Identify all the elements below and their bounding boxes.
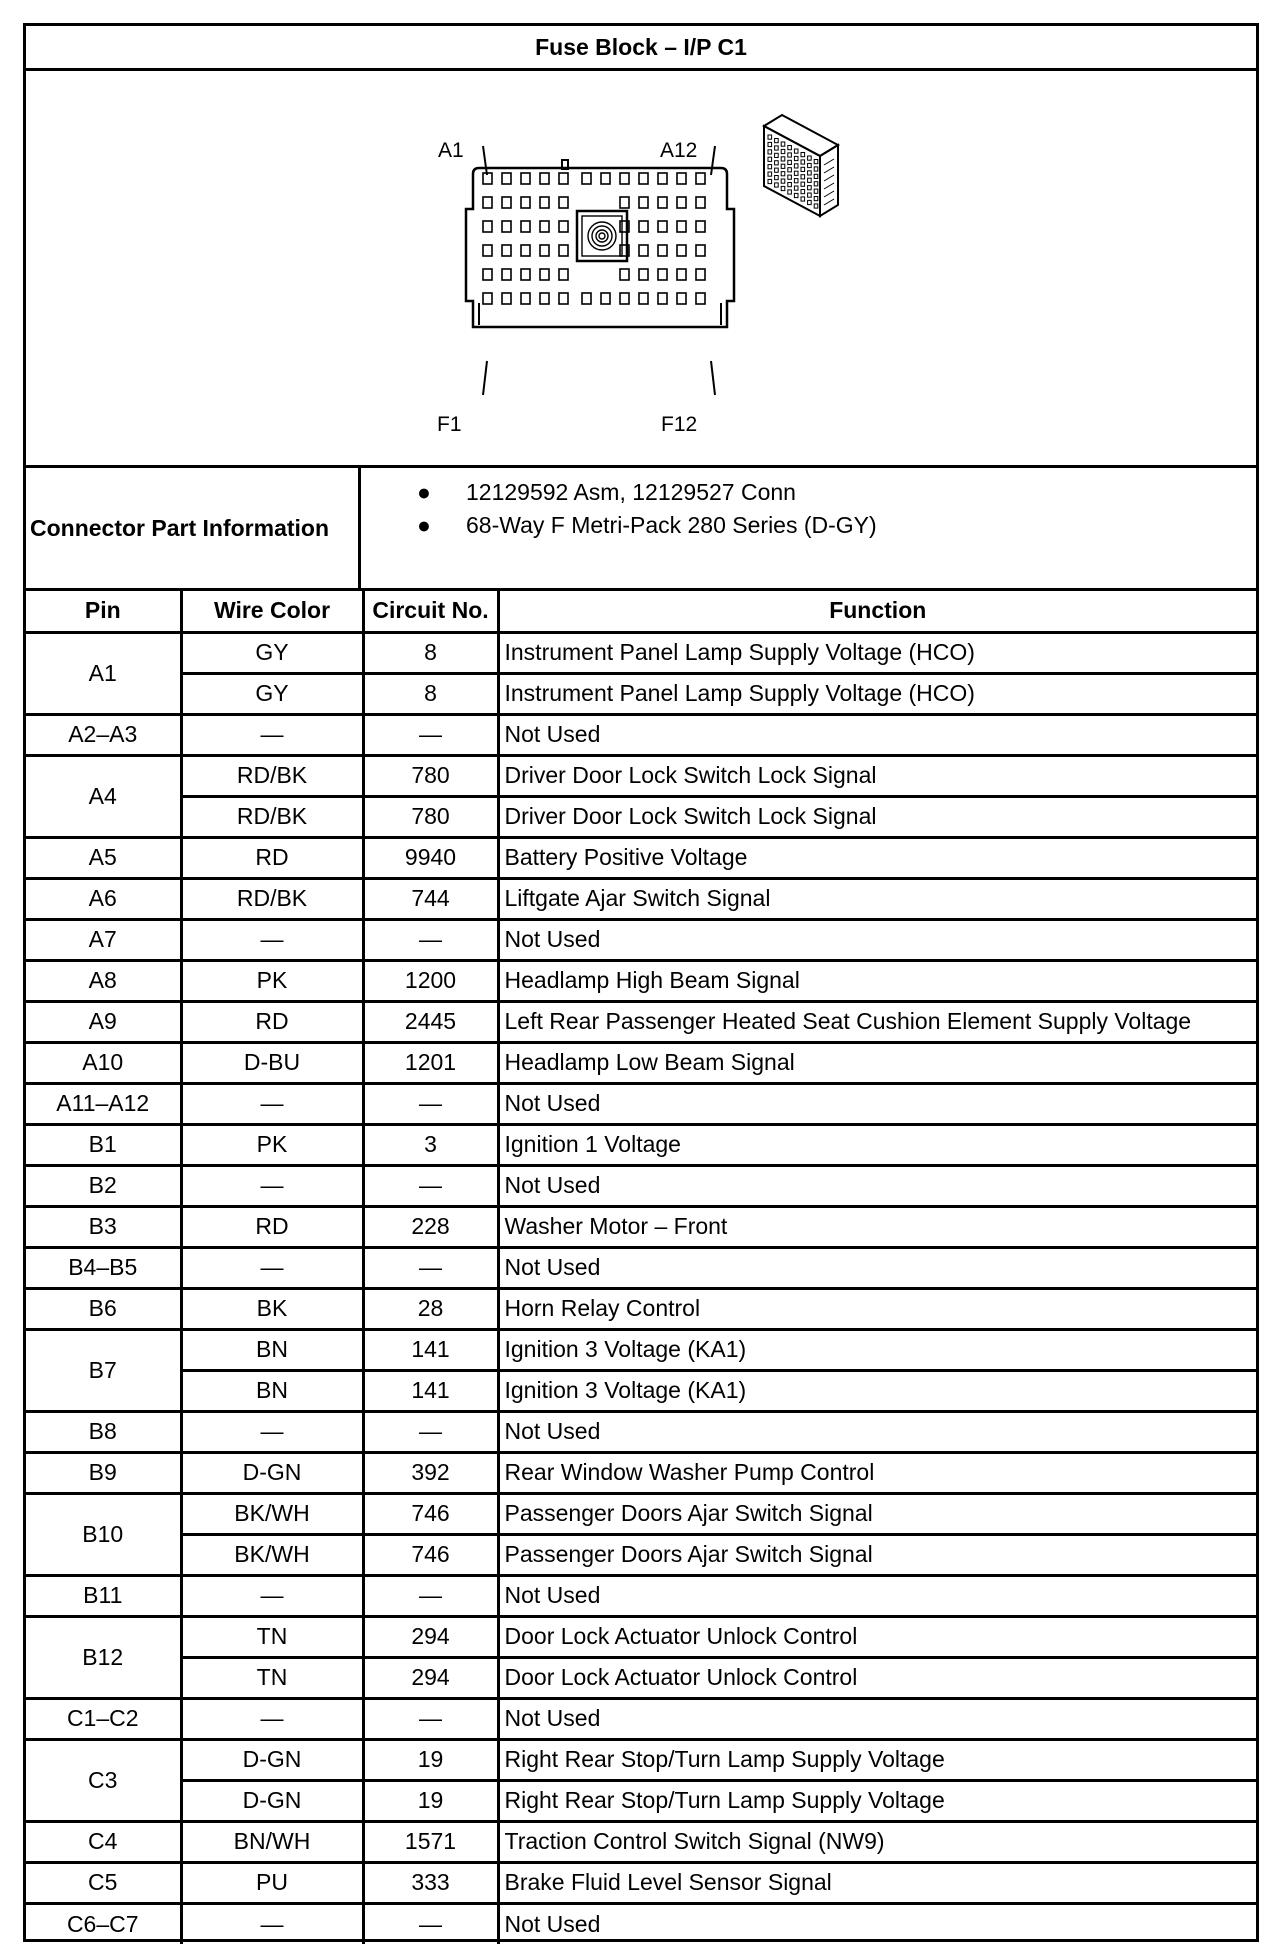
wire-color-cell: — (181, 1083, 363, 1124)
table-row (26, 1780, 1256, 1821)
table-row (26, 919, 1256, 960)
circuit-cell: 28 (363, 1288, 498, 1329)
table-row (26, 1575, 1256, 1616)
function-cell: Passenger Doors Ajar Switch Signal (498, 1534, 1256, 1575)
circuit-cell: 392 (363, 1452, 498, 1493)
wire-color-cell: GY (181, 673, 363, 714)
wire-color-cell: D-GN (181, 1780, 363, 1821)
function-cell: Not Used (498, 1698, 1256, 1739)
pin-cell: C3 (26, 1739, 181, 1821)
connector-sheet (23, 23, 1259, 1942)
wire-color-cell: PU (181, 1862, 363, 1903)
circuit-cell: — (363, 1247, 498, 1288)
table-row (26, 878, 1256, 919)
table-row (26, 1862, 1256, 1903)
pin-cell: A6 (26, 878, 181, 919)
function-cell: Door Lock Actuator Unlock Control (498, 1616, 1256, 1657)
wire-color-cell: RD (181, 1206, 363, 1247)
pin-cell: C4 (26, 1821, 181, 1862)
circuit-cell: 294 (363, 1657, 498, 1698)
table-row (26, 1042, 1256, 1083)
table-row (26, 1124, 1256, 1165)
pin-cell: B12 (26, 1616, 181, 1698)
wire-color-cell: BN/WH (181, 1821, 363, 1862)
wire-color-cell: — (181, 1165, 363, 1206)
table-row (26, 1083, 1256, 1124)
header-circuit-no: Circuit No. (363, 591, 498, 632)
table-row (26, 1657, 1256, 1698)
table-row (26, 1616, 1256, 1657)
pin-cell: B8 (26, 1411, 181, 1452)
circuit-cell: 780 (363, 796, 498, 837)
pin-cell: A5 (26, 837, 181, 878)
connector-face-drawing (26, 71, 1256, 465)
wire-color-cell: TN (181, 1657, 363, 1698)
pin-cell: C5 (26, 1862, 181, 1903)
pin-cell: C6–C7 (26, 1903, 181, 1944)
circuit-cell: 1200 (363, 960, 498, 1001)
function-cell: Horn Relay Control (498, 1288, 1256, 1329)
circuit-cell: 744 (363, 878, 498, 919)
table-row (26, 1821, 1256, 1862)
circuit-cell: — (363, 714, 498, 755)
wire-color-cell: D-GN (181, 1452, 363, 1493)
wire-color-cell: BK (181, 1288, 363, 1329)
wire-color-cell: RD/BK (181, 878, 363, 919)
pinout-table (26, 591, 1256, 1944)
function-cell: Liftgate Ajar Switch Signal (498, 878, 1256, 919)
circuit-cell: 1201 (363, 1042, 498, 1083)
function-cell: Door Lock Actuator Unlock Control (498, 1657, 1256, 1698)
info-item (361, 509, 1256, 542)
table-row (26, 1247, 1256, 1288)
wire-color-cell: RD/BK (181, 796, 363, 837)
function-cell: Ignition 1 Voltage (498, 1124, 1256, 1165)
pin-cell: B4–B5 (26, 1247, 181, 1288)
table-row (26, 1001, 1256, 1042)
function-cell: Not Used (498, 919, 1256, 960)
function-cell: Ignition 3 Voltage (KA1) (498, 1329, 1256, 1370)
bullet-icon: ● (417, 512, 431, 538)
pin-cell: A1 (26, 632, 181, 714)
circuit-cell: 3 (363, 1124, 498, 1165)
connector-info-label: Connector Part Information (26, 468, 361, 588)
circuit-cell: 8 (363, 673, 498, 714)
circuit-cell: 8 (363, 632, 498, 673)
function-cell: Not Used (498, 1411, 1256, 1452)
function-cell: Not Used (498, 1165, 1256, 1206)
function-cell: Ignition 3 Voltage (KA1) (498, 1370, 1256, 1411)
wire-color-cell: — (181, 1903, 363, 1944)
wire-color-cell: — (181, 1247, 363, 1288)
circuit-cell: — (363, 1698, 498, 1739)
wire-color-cell: — (181, 919, 363, 960)
function-cell: Right Rear Stop/Turn Lamp Supply Voltage (498, 1780, 1256, 1821)
wire-color-cell: — (181, 1698, 363, 1739)
pin-cell: B3 (26, 1206, 181, 1247)
function-cell: Traction Control Switch Signal (NW9) (498, 1821, 1256, 1862)
circuit-cell: 228 (363, 1206, 498, 1247)
connector-part-info (26, 468, 1256, 591)
pin-cell: A11–A12 (26, 1083, 181, 1124)
function-cell: Instrument Panel Lamp Supply Voltage (HCO) (498, 632, 1256, 673)
function-cell: Not Used (498, 1083, 1256, 1124)
circuit-cell: 780 (363, 755, 498, 796)
function-cell: Instrument Panel Lamp Supply Voltage (HCO) (498, 673, 1256, 714)
circuit-cell: — (363, 1575, 498, 1616)
header-wire-color: Wire Color (181, 591, 363, 632)
bullet-icon: ● (417, 479, 431, 505)
wire-color-cell: — (181, 714, 363, 755)
wire-color-cell: D-BU (181, 1042, 363, 1083)
function-cell: Battery Positive Voltage (498, 837, 1256, 878)
wire-color-cell: BN (181, 1329, 363, 1370)
function-cell: Not Used (498, 1247, 1256, 1288)
label-f1: F1 (437, 413, 462, 436)
wire-color-cell: RD (181, 1001, 363, 1042)
circuit-cell: 141 (363, 1329, 498, 1370)
pin-cell: A9 (26, 1001, 181, 1042)
table-row (26, 1206, 1256, 1247)
circuit-cell: 19 (363, 1780, 498, 1821)
circuit-cell: 19 (363, 1739, 498, 1780)
table-row (26, 755, 1256, 796)
function-cell: Headlamp Low Beam Signal (498, 1042, 1256, 1083)
label-f12: F12 (661, 413, 698, 436)
pin-cell: A2–A3 (26, 714, 181, 755)
circuit-cell: — (363, 1083, 498, 1124)
table-row (26, 1411, 1256, 1452)
wire-color-cell: GY (181, 632, 363, 673)
function-cell: Not Used (498, 1903, 1256, 1944)
wire-color-cell: BK/WH (181, 1493, 363, 1534)
circuit-cell: 294 (363, 1616, 498, 1657)
table-row (26, 1165, 1256, 1206)
table-row (26, 632, 1256, 673)
function-cell: Headlamp High Beam Signal (498, 960, 1256, 1001)
table-row (26, 714, 1256, 755)
pin-cell: B6 (26, 1288, 181, 1329)
wire-color-cell: — (181, 1575, 363, 1616)
circuit-cell: — (363, 1903, 498, 1944)
table-row (26, 673, 1256, 714)
circuit-cell: 141 (363, 1370, 498, 1411)
circuit-cell: 2445 (363, 1001, 498, 1042)
table-row (26, 1698, 1256, 1739)
circuit-cell: — (363, 1165, 498, 1206)
header-pin: Pin (26, 591, 181, 632)
function-cell: Not Used (498, 1575, 1256, 1616)
pin-cell: A4 (26, 755, 181, 837)
table-row (26, 1534, 1256, 1575)
function-cell: Brake Fluid Level Sensor Signal (498, 1862, 1256, 1903)
wire-color-cell: — (181, 1411, 363, 1452)
circuit-cell: — (363, 919, 498, 960)
label-a12: A12 (660, 139, 698, 162)
connector-iso-icon (764, 115, 838, 216)
wire-color-cell: TN (181, 1616, 363, 1657)
pin-cell: B7 (26, 1329, 181, 1411)
circuit-cell: 746 (363, 1534, 498, 1575)
function-cell: Driver Door Lock Switch Lock Signal (498, 755, 1256, 796)
circuit-cell: 1571 (363, 1821, 498, 1862)
table-row (26, 1452, 1256, 1493)
info-item (361, 476, 1256, 509)
pin-cell: B9 (26, 1452, 181, 1493)
table-row (26, 1903, 1256, 1944)
table-row (26, 1288, 1256, 1329)
function-cell: Not Used (498, 714, 1256, 755)
circuit-cell: — (363, 1411, 498, 1452)
table-row (26, 960, 1256, 1001)
header-function: Function (498, 591, 1256, 632)
function-cell: Right Rear Stop/Turn Lamp Supply Voltage (498, 1739, 1256, 1780)
table-row (26, 796, 1256, 837)
wire-color-cell: D-GN (181, 1739, 363, 1780)
function-cell: Passenger Doors Ajar Switch Signal (498, 1493, 1256, 1534)
function-cell: Left Rear Passenger Heated Seat Cushion Element Supply Voltage (498, 1001, 1256, 1042)
table-row (26, 1370, 1256, 1411)
function-cell: Driver Door Lock Switch Lock Signal (498, 796, 1256, 837)
page-title: Fuse Block – I/P C1 (26, 26, 1256, 71)
circuit-cell: 333 (363, 1862, 498, 1903)
table-row (26, 1739, 1256, 1780)
connector-diagram (26, 71, 1256, 468)
wire-color-cell: PK (181, 960, 363, 1001)
info-item-text: 68-Way F Metri-Pack 280 Series (D-GY) (466, 512, 877, 538)
pin-cell: B2 (26, 1165, 181, 1206)
function-cell: Washer Motor – Front (498, 1206, 1256, 1247)
wire-color-cell: BN (181, 1370, 363, 1411)
pin-cell: B11 (26, 1575, 181, 1616)
table-row (26, 1329, 1256, 1370)
info-item-text: 12129592 Asm, 12129527 Conn (466, 479, 796, 505)
wire-color-cell: BK/WH (181, 1534, 363, 1575)
pin-cell: B1 (26, 1124, 181, 1165)
pin-cell: A7 (26, 919, 181, 960)
circuit-cell: 746 (363, 1493, 498, 1534)
circuit-cell: 9940 (363, 837, 498, 878)
label-a1: A1 (438, 139, 464, 162)
pin-cell: A8 (26, 960, 181, 1001)
function-cell: Rear Window Washer Pump Control (498, 1452, 1256, 1493)
table-row (26, 1493, 1256, 1534)
wire-color-cell: PK (181, 1124, 363, 1165)
wire-color-cell: RD (181, 837, 363, 878)
table-row (26, 837, 1256, 878)
pin-cell: C1–C2 (26, 1698, 181, 1739)
wire-color-cell: RD/BK (181, 755, 363, 796)
pin-cell: A10 (26, 1042, 181, 1083)
pin-cell: B10 (26, 1493, 181, 1575)
